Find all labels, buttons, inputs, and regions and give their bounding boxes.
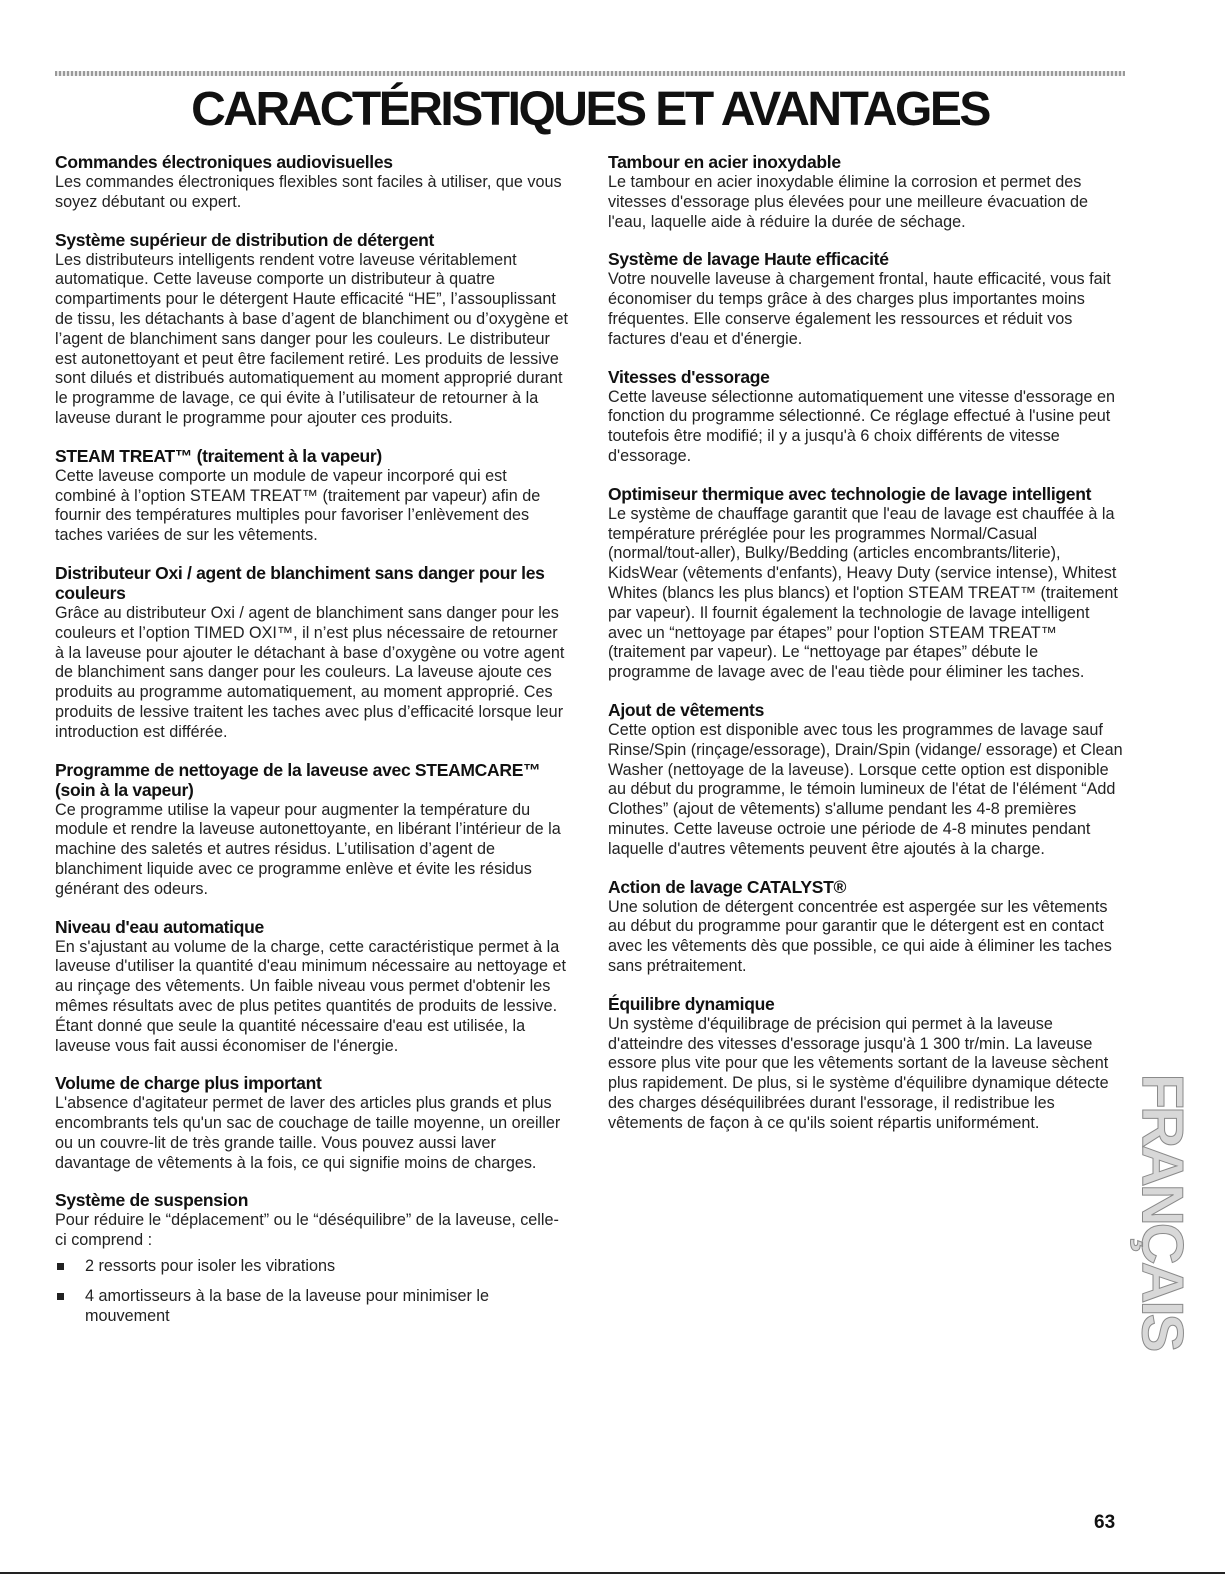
section-heading: Programme de nettoyage de la laveuse avec STEAMCARE™ (soin à la vapeur) [55,759,541,800]
section-suspension [55,1190,570,1326]
section-heading: Vitesses d'essorage [608,366,770,387]
page-number: 63 [1094,1512,1116,1533]
section-optimiseur-thermique [608,484,1123,683]
section-body: L'absence d'agitateur permet de laver des articles plus grands et plus encombrants tels qu'un sac de couchage de taille moyenne, un oreiller ou un couvre-lit de très grande taille. Vous pouvez aussi laver davantage de vêtements à la fois, ce qui signifie moins de charges. [55,1094,561,1172]
section-body: Cette laveuse comporte un module de vapeur incorporé qui est combiné à l’option STEAM TREAT™ (traitement par vapeur) afin de fournir des températures multiples pour favoriser l’enlèvement des taches variées de sur les vêtements. [55,466,541,545]
section-distribution-detergent [55,230,570,429]
bottom-rule [0,1572,1225,1574]
section-steam-treat [55,446,570,546]
bullet-list [55,1257,570,1326]
language-side-tab [1129,1073,1195,1349]
section-heading: Système de lavage Haute efficacité [608,249,889,270]
section-body: Un système d'équilibrage de précision qui permet à la laveuse d'atteindre des vitesses d'essorage jusqu'à 1 300 tr/min. La laveuse essore plus vite pour que les vêtements sortant de la laveuse sèchent plus rapidement. De plus, si le système d'équilibre dynamique détecte des charges déséquilibrées durant l'essorage, il redistribue les vêtements de façon à ce qu'ils soient répartis uniformément. [608,1014,1109,1132]
section-body: Cette option est disponible avec tous les programmes de lavage sauf Rinse/Spin (rinçage/essorage), Drain/Spin (vidange/ essorage) et Clean Washer (nettoyage de la laveuse). Lorsque cette option est disponible au début du programme, le témoin lumineux de l'état de l'élément “Add Clothes” (ajout de vêtements) s'allume pendant les 4-8 premières minutes. Cette laveuse octroie une période de 4-8 minutes pendant laquelle d'autres vêtements peuvent être ajoutés à la charge. [608,720,1123,858]
section-equilibre-dynamique [608,994,1123,1134]
section-heading: Action de lavage CATALYST® [608,876,847,897]
section-body: Pour réduire le “déplacement” ou le “déséquilibre” de la laveuse, celle-ci comprend : [55,1211,559,1250]
section-body: En s'ajustant au volume de la charge, cette caractéristique permet à la laveuse d'utiliser la quantité d'eau minimum nécessaire au nettoyage et au rinçage des vêtements. Un faible niveau vous permet d'obtenir les mêmes résultats avec de plus petites quantités de produits de lessive. Étant donné que seule la quantité nécessaire d'eau est utilisée, la laveuse vous fait aussi économiser de l'énergie. [55,937,566,1055]
section-heading: Optimiseur thermique avec technologie de lavage intelligent [608,483,1092,504]
section-vitesses-essorage [608,367,1123,467]
section-body: Votre nouvelle laveuse à chargement frontal, haute efficacité, vous fait économiser du temps grâce à des charges plus importantes moins fréquentes. Elle conserve également les ressources et réduit vos factures d'eau et d'énergie. [608,270,1111,348]
section-heading: Distributeur Oxi / agent de blanchiment sans danger pour les couleurs [55,562,545,603]
top-dotted-rule [55,71,1125,76]
section-niveau-eau [55,917,570,1057]
section-heading: Système de suspension [55,1190,249,1211]
section-heading: STEAM TREAT™ (traitement à la vapeur) [55,445,382,466]
section-distributeur-oxi [55,563,570,743]
section-heading: Commandes électroniques audiovisuelles [55,152,393,172]
section-heading: Équilibre dynamique [608,993,775,1014]
section-body: Les distributeurs intelligents rendent votre laveuse véritablement automatique. Cette laveuse comporte un distributeur à quatre compartiments pour le détergent Haute efficacité “HE”, l’assouplissant de tissu, les détachants à base d’agent de blanchiment ou d’oxygène et l’agent de blanchiment sans danger pour les couleurs. Le distributeur est autonettoyant et peut être facilement retiré. Les produits de lessive sont dilués et distribués automatiquement au moment approprié durant le programme de lavage, ce qui évite à l’utilisateur de retourner à la laveuse durant le programme pour ajouter ces produits. [55,250,568,427]
list-item-text: 4 amortisseurs à la base de la laveuse pour minimiser le mouvement [85,1286,489,1325]
square-bullet-icon [57,1263,64,1270]
section-tambour [608,152,1123,232]
section-body: Cette laveuse sélectionne automatiquement une vitesse d'essorage en fonction du programme sélectionné. Ce réglage effectué à l'usine peut toutefois être modifié; il y a jusqu'à 6 choix différents de vitesse d'essorage. [608,387,1116,465]
section-heading: Tambour en acier inoxydable [608,152,841,172]
list-item [55,1287,570,1327]
section-heading: Niveau d'eau automatique [55,916,264,937]
section-heading: Volume de charge plus important [55,1073,322,1094]
section-body: Ce programme utilise la vapeur pour augmenter la température du module et rendre la laveuse autonettoyante, en libérant l’intérieur de la machine des saletés et autres résidus. L’utilisation d’agent de blanchiment liquide avec ce programme enlève et évite les résidus générant des odeurs. [55,800,561,898]
section-commandes [55,152,570,213]
list-item-text: 2 ressorts pour isoler les vibrations [85,1257,336,1276]
section-haute-efficacite [608,249,1123,349]
section-body: Le système de chauffage garantit que l'eau de lavage est chauffée à la température préréglée pour les programmes Normal/Casual (normal/tout-aller), Bulky/Bedding (articles encombrants/literie), KidsWear (vêtements d'enfants), Heavy Duty (service intense), Whitest Whites (blancs les plus blancs) et l'option STEAM TREAT™ (traitement par vapeur). Il fournit également la technologie de lavage intelligent avec un “nettoyage par étapes” pour l'option STEAM TREAT™ (traitement par vapeur). Le “nettoyage par étapes” débute le programme de lavage avec de l'eau tiède pour éliminer les taches. [608,504,1118,682]
list-item [55,1257,570,1277]
section-body: Le tambour en acier inoxydable élimine la corrosion et permet des vitesses d'essorage plus élevées pour une meilleure évacuation de l'eau, laquelle aide à réduire la durée de séchage. [608,173,1089,231]
section-catalyst [608,877,1123,977]
section-programme-nettoyage [55,760,570,900]
section-body: Les commandes électroniques flexibles sont faciles à utiliser, que vous soyez débutant ou expert. [55,173,562,211]
right-column [608,152,1123,1150]
section-body: Une solution de détergent concentrée est aspergée sur les vêtements au début du programme pour garantir que le détergent est en contact avec les vêtements dès que possible, ce qui aide à éliminer les taches sans prétraitement. [608,897,1112,975]
language-label: FRANÇAIS [1129,1073,1195,1349]
left-column [55,152,570,1343]
section-heading: Système supérieur de distribution de détergent [55,229,435,250]
section-volume-charge [55,1073,570,1173]
square-bullet-icon [57,1293,64,1300]
section-body: Grâce au distributeur Oxi / agent de blanchiment sans danger pour les couleurs et l’option TIMED OXI™, il n’est plus nécessaire de retourner à la laveuse pour ajouter le détachant à base d’oxygène ou votre agent de blanchiment sans danger pour les couleurs. La laveuse ajoute ces produits au programme automatiquement, au moment approprié. Ces produits de lessive traitent les taches avec plus d’efficacité lorsque leur introduction est différée. [55,603,565,741]
section-heading: Ajout de vêtements [608,699,765,720]
page-title: CARACTÉRISTIQUES ET AVANTAGES [191,83,989,136]
section-ajout-vetements [608,700,1123,860]
